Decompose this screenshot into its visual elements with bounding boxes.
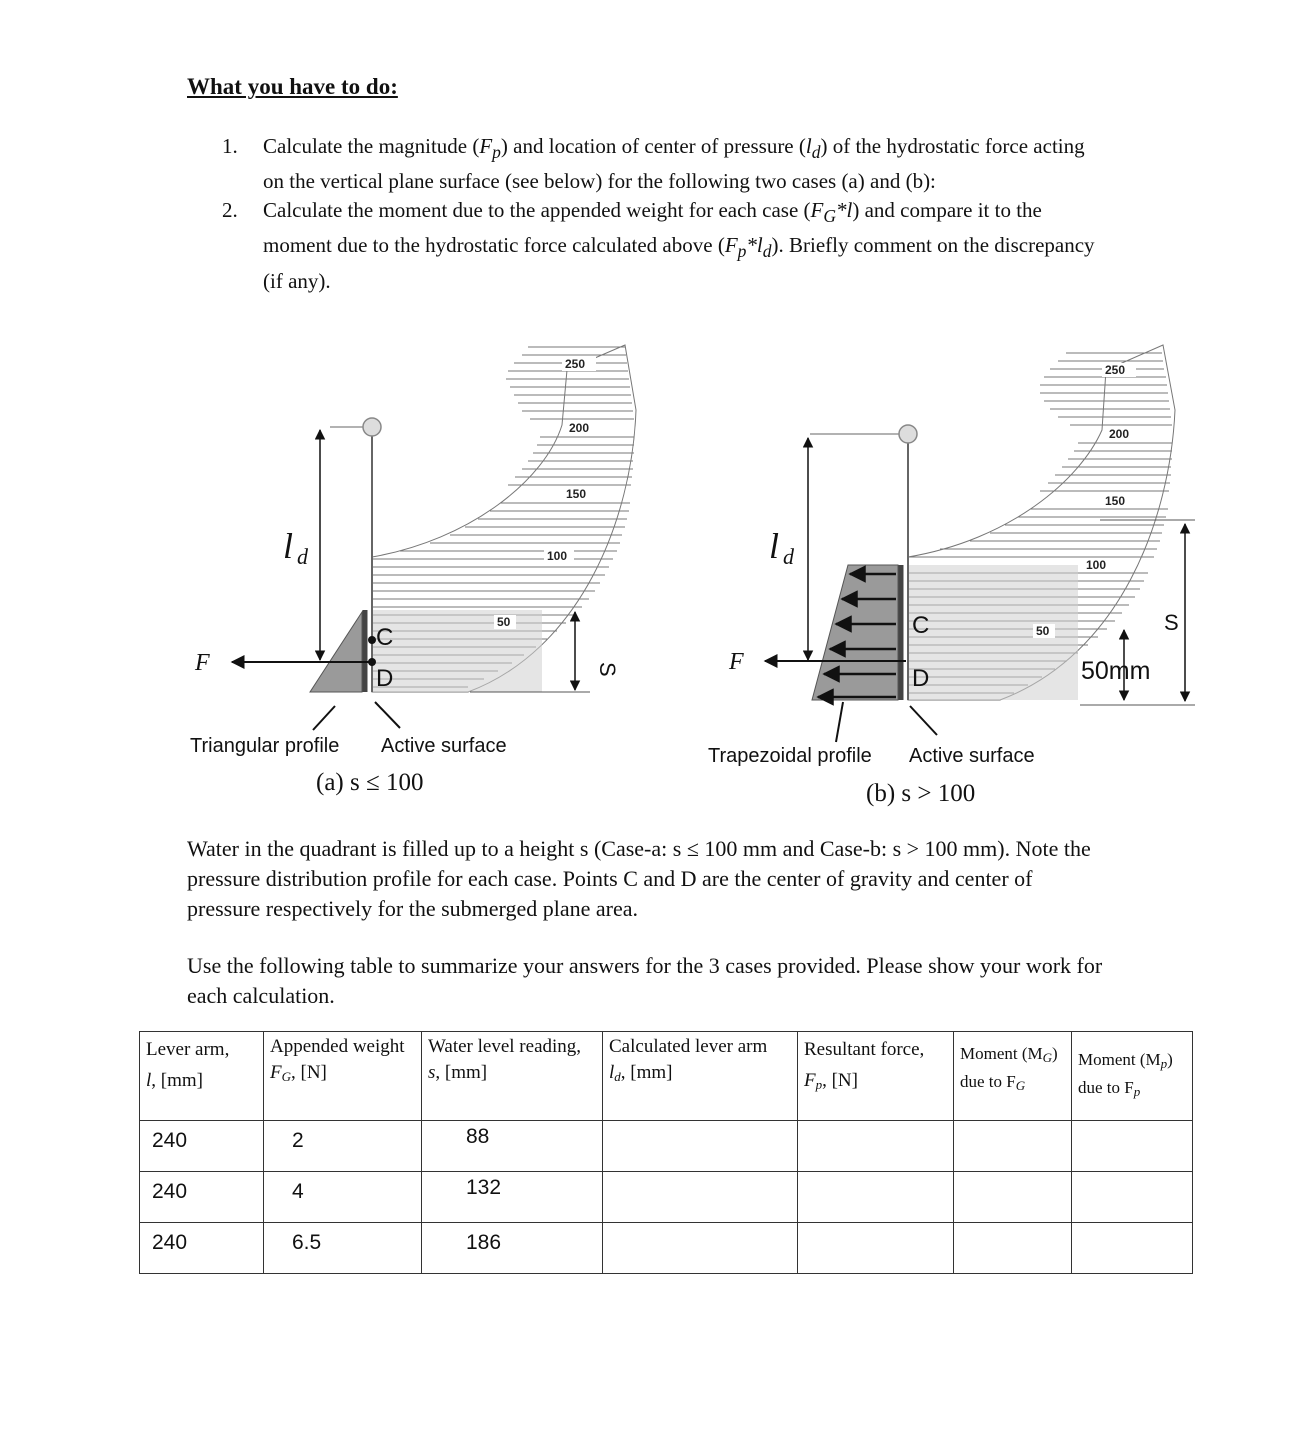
point-c-label: C bbox=[912, 612, 930, 639]
symbol-l: l bbox=[756, 233, 763, 258]
cell-calc-lever[interactable] bbox=[603, 1172, 798, 1223]
surface-pointer bbox=[910, 706, 937, 735]
header-water-level: Water level reading, s, [mm] bbox=[422, 1032, 603, 1121]
task-list bbox=[222, 132, 1102, 296]
cell-lever-arm: 240 bbox=[140, 1223, 264, 1274]
cell-calc-lever[interactable] bbox=[603, 1223, 798, 1274]
force-label: F bbox=[729, 649, 744, 675]
section-heading: What you have to do: bbox=[187, 74, 398, 99]
cell-water-level: 88 bbox=[422, 1121, 603, 1172]
submerged-region bbox=[372, 610, 542, 692]
symbol-times: * bbox=[746, 233, 757, 258]
surface-label: Active surface bbox=[381, 735, 507, 757]
cell-lever-arm: 240 bbox=[140, 1172, 264, 1223]
symbol-times: * bbox=[836, 198, 847, 223]
surface-pointer bbox=[375, 702, 400, 728]
task-text: Calculate the moment due to the appended weight for each case ( bbox=[263, 198, 811, 223]
point-d-label: D bbox=[376, 665, 394, 692]
cell-moment-p[interactable] bbox=[1072, 1121, 1193, 1172]
case-b-diagram bbox=[708, 345, 1195, 807]
quadrant-figure bbox=[0, 300, 1290, 820]
trapezoidal-profile bbox=[812, 565, 898, 700]
cell-moment-p[interactable] bbox=[1072, 1223, 1193, 1274]
symbol-F: F bbox=[724, 233, 738, 258]
header-resultant-force: Resultant force, $F_p$, [N] bbox=[798, 1032, 954, 1121]
lever-subscript: d bbox=[297, 544, 308, 569]
pivot-point bbox=[363, 418, 381, 436]
description-paragraph: Water in the quadrant is filled up to a height s (Case-a: s ≤ 100 mm and Case-b: s > 100 mm). Note the pressure distribution profile for each case. Points C and D are the center of gravity and center of pressure respectively for the submerged plane area. bbox=[187, 836, 1091, 921]
subscript-d: d bbox=[762, 241, 772, 262]
task-item-1 bbox=[222, 132, 1102, 196]
center-of-pressure-dot bbox=[368, 658, 376, 666]
center-of-gravity-dot bbox=[368, 636, 376, 644]
cell-weight: 2 bbox=[264, 1121, 422, 1172]
cell-weight: 6.5 bbox=[264, 1223, 422, 1274]
header-appended-weight: Appended weight $F_G$, [N] bbox=[264, 1032, 422, 1121]
scale-label: 150 bbox=[1105, 494, 1126, 508]
profile-pointer bbox=[313, 706, 335, 730]
cell-force[interactable] bbox=[798, 1172, 954, 1223]
scale-label: 250 bbox=[1105, 363, 1126, 377]
task-number: 1. bbox=[222, 134, 238, 158]
cell-water-level: 186 bbox=[422, 1223, 603, 1274]
scale-label: 250 bbox=[565, 357, 586, 371]
task-item-2 bbox=[222, 196, 1102, 295]
subscript-p: p bbox=[492, 142, 501, 163]
height-label: S bbox=[595, 662, 620, 677]
header-moment-g: Moment $(M_G)$ due to $F_G$ bbox=[954, 1032, 1072, 1121]
table-header-row bbox=[140, 1032, 1193, 1121]
case-a-diagram bbox=[190, 345, 636, 796]
table-row bbox=[140, 1223, 1193, 1274]
triangular-profile bbox=[310, 612, 362, 692]
scale-label: 50 bbox=[497, 615, 511, 629]
profile-label: Trapezoidal profile bbox=[708, 745, 872, 767]
case-a-caption: (a) s ≤ 100 bbox=[316, 769, 424, 796]
task-number: 2. bbox=[222, 198, 238, 223]
cell-calc-lever[interactable] bbox=[603, 1121, 798, 1172]
profile-pointer bbox=[836, 702, 843, 742]
task-text: ) and compare it to the moment due to the hydrostatic force calculated above ( bbox=[263, 198, 1042, 258]
scale-label: 200 bbox=[1109, 427, 1130, 441]
scale-label: 150 bbox=[566, 487, 587, 501]
table-row bbox=[140, 1172, 1193, 1223]
header-moment-p: Moment $(M_p)$ due to $F_p$ bbox=[1072, 1032, 1193, 1121]
cell-moment-g[interactable] bbox=[954, 1121, 1072, 1172]
symbol-l: l bbox=[805, 134, 812, 158]
lever-subscript: d bbox=[783, 544, 794, 569]
height-label: S bbox=[1164, 610, 1179, 635]
cell-weight: 4 bbox=[264, 1172, 422, 1223]
scale-label: 100 bbox=[1086, 558, 1107, 572]
task-text: ) of the hydrostatic force acting on the vertical plane surface (see below) for the following two cases (a) and (b): bbox=[263, 134, 1085, 194]
offset-label: 50mm bbox=[1081, 657, 1151, 685]
table-row bbox=[140, 1121, 1193, 1172]
subscript-p: p bbox=[737, 241, 747, 262]
cell-moment-g[interactable] bbox=[954, 1223, 1072, 1274]
task-text: ). Briefly comment on the discrepancy (if any). bbox=[263, 233, 1095, 293]
case-b-caption: (b) s > 100 bbox=[866, 780, 976, 807]
lever-label: l bbox=[283, 526, 294, 566]
lever-label: l bbox=[769, 526, 780, 566]
task-text: Calculate the magnitude ( bbox=[263, 134, 480, 158]
scale-label: 50 bbox=[1036, 624, 1050, 638]
pivot-point bbox=[899, 425, 917, 443]
cell-moment-p[interactable] bbox=[1072, 1172, 1193, 1223]
cell-force[interactable] bbox=[798, 1121, 954, 1172]
force-label: F bbox=[195, 650, 210, 676]
summary-table bbox=[139, 1031, 1193, 1274]
symbol-F: F bbox=[479, 134, 493, 158]
point-d-label: D bbox=[912, 665, 930, 692]
task-text: ) and location of center of pressure ( bbox=[500, 134, 806, 158]
subscript-d: d bbox=[811, 142, 821, 163]
symbol-l: l bbox=[846, 198, 853, 223]
cell-water-level: 132 bbox=[422, 1172, 603, 1223]
profile-label: Triangular profile bbox=[190, 735, 340, 757]
cell-moment-g[interactable] bbox=[954, 1172, 1072, 1223]
cell-lever-arm: 240 bbox=[140, 1121, 264, 1172]
cell-force[interactable] bbox=[798, 1223, 954, 1274]
symbol-F: F bbox=[810, 198, 824, 223]
surface-label: Active surface bbox=[909, 745, 1035, 767]
header-calculated-lever-arm: Calculated lever arm $l_d$, [mm] bbox=[603, 1032, 798, 1121]
subscript-G: G bbox=[823, 206, 836, 227]
point-c-label: C bbox=[376, 624, 394, 651]
scale-label: 200 bbox=[569, 421, 590, 435]
instruction-paragraph: Use the following table to summarize your answers for the 3 cases provided. Please show your work for each calculation. bbox=[187, 953, 1103, 1008]
scale-label: 100 bbox=[547, 549, 568, 563]
header-lever-arm: Lever arm, l, [mm] bbox=[140, 1032, 264, 1121]
